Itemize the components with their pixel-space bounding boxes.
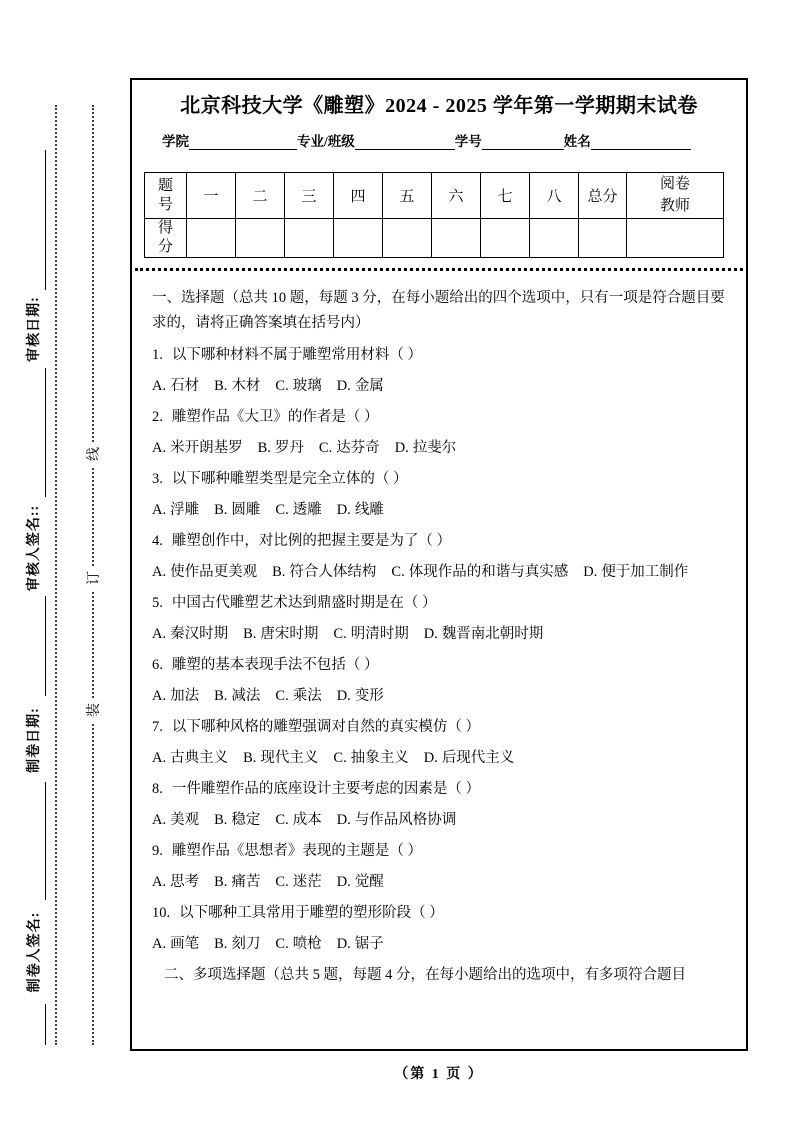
question-number: 3. <box>152 471 163 487</box>
option-letter: C. <box>275 378 289 394</box>
score-cell <box>285 219 334 258</box>
fill-in-blank <box>355 134 455 150</box>
option <box>152 936 199 952</box>
question-text: 一件雕塑作品的底座设计主要考虑的因素是（ ） <box>171 781 480 797</box>
score-table-header-text: 八 <box>546 189 562 205</box>
option-letter: B. <box>272 564 286 580</box>
option <box>214 874 260 890</box>
student-info-field <box>297 130 455 150</box>
option-letter: A. <box>152 688 167 704</box>
score-table-header-cell <box>236 173 285 219</box>
option-text: 刻刀 <box>231 936 261 952</box>
score-table-header-text: 一 <box>203 189 219 205</box>
option <box>337 688 384 704</box>
question-number: 10. <box>152 905 171 921</box>
option-text: 抽象主义 <box>350 750 409 766</box>
score-table-header-text: 总分 <box>587 189 618 205</box>
option <box>152 564 257 580</box>
field-label: 学号 <box>454 134 482 149</box>
option-letter: A. <box>152 812 167 828</box>
question-number: 7. <box>152 719 163 735</box>
option-letter: A. <box>152 626 167 642</box>
option <box>258 440 304 456</box>
option-letter: C. <box>318 440 333 456</box>
score-row-label-cell <box>145 219 187 258</box>
option-text: 米开朗基罗 <box>170 440 243 456</box>
option-letter: A. <box>152 440 167 456</box>
option <box>337 812 457 828</box>
binding-line-char-text: 订 <box>87 571 102 585</box>
option <box>333 626 408 642</box>
binding-dotted-line <box>55 105 57 1045</box>
option-text: 痛苦 <box>231 874 261 890</box>
score-table-header-text: 六 <box>448 189 464 205</box>
option-letter: B. <box>257 440 271 456</box>
option-text: 觉醒 <box>354 874 384 890</box>
question-text: 以下哪种雕塑类型是完全立体的（ ） <box>171 471 408 487</box>
option <box>152 502 199 518</box>
option <box>275 502 321 518</box>
question-line <box>152 777 733 802</box>
question-number: 2. <box>152 409 163 425</box>
option-text: 喷枪 <box>292 936 322 952</box>
field-label: 姓名 <box>563 134 591 149</box>
score-table-header-text: 四 <box>350 189 366 205</box>
option-letter: C. <box>275 812 289 828</box>
option <box>152 750 228 766</box>
option <box>152 626 228 642</box>
option-letter: C. <box>275 688 289 704</box>
question-text: 以下哪种风格的雕塑强调对自然的真实模仿（ ） <box>171 719 480 735</box>
exam-title: 北京科技大学《雕塑》2024 - 2025 学年第一学期期末试卷 <box>180 95 698 117</box>
option-text: 思考 <box>170 874 200 890</box>
question-number-label: 题号 <box>157 177 173 213</box>
option <box>337 502 384 518</box>
option-text: 后现代主义 <box>441 750 515 766</box>
option <box>275 378 321 394</box>
option <box>214 378 260 394</box>
option <box>337 936 384 952</box>
score-cell <box>236 219 285 258</box>
option <box>152 688 199 704</box>
option-text: 与作品风格协调 <box>354 812 457 828</box>
score-table-header-cell <box>627 173 724 219</box>
score-cell <box>481 219 530 258</box>
question-list <box>152 343 733 957</box>
field-label: 学院 <box>162 134 189 149</box>
question-number: 4. <box>152 533 163 549</box>
question-number: 8. <box>152 781 163 797</box>
question-line <box>152 901 733 926</box>
gutter-label-text: 审核日期: <box>27 296 43 362</box>
review-date-label <box>20 293 46 365</box>
score-cell <box>530 219 579 258</box>
question-line <box>152 343 733 368</box>
score-table-header-cell <box>579 173 627 219</box>
option-letter: D. <box>423 750 438 766</box>
option-letter: A. <box>152 936 167 952</box>
question-text: 中国古代雕塑艺术达到鼎盛时期是在（ ） <box>171 595 437 611</box>
option-text: 透雕 <box>292 502 322 518</box>
option <box>152 874 199 890</box>
question-number: 9. <box>152 843 163 859</box>
option <box>214 812 260 828</box>
question-text: 雕塑创作中，对比例的把握主要是为了（ ） <box>171 533 451 549</box>
section-two-heading: 二、多项选择题（总共 5 题，每题 4 分，在每小题给出的选项中，有多项符合题目 <box>164 967 686 983</box>
student-info-field <box>162 130 297 150</box>
question-text: 雕塑作品《大卫》的作者是（ ） <box>171 409 379 425</box>
option-letter: B. <box>214 378 228 394</box>
question-number: 5. <box>152 595 163 611</box>
option-letter: B. <box>214 812 228 828</box>
option <box>214 688 260 704</box>
option-letter: B. <box>214 502 228 518</box>
option-letter: B. <box>243 626 257 642</box>
option <box>243 750 318 766</box>
option <box>319 440 380 456</box>
question-line <box>152 591 733 616</box>
option-text: 便于加工制作 <box>601 564 689 580</box>
option-letter: D. <box>583 564 598 580</box>
score-table-header-text: 五 <box>399 189 415 205</box>
section-one-heading: 一、选择题（总共 10 题，每题 3 分，在每小题给出的四个选项中，只有一项是符合题目要求的，请将正确答案填在括号内） <box>152 290 725 331</box>
score-table-header-cell <box>432 173 481 219</box>
score-table-header-text: 二 <box>252 189 268 205</box>
option-letter: A. <box>152 750 167 766</box>
score-table-header-cell <box>481 173 530 219</box>
option-text: 现代主义 <box>260 750 319 766</box>
option-letter: D. <box>336 378 351 394</box>
binding-line-char-text: 线 <box>87 447 102 461</box>
score-label: 得分 <box>157 220 173 255</box>
option <box>337 378 384 394</box>
question-text: 以下哪种材料不属于雕塑常用材料（ ） <box>171 347 422 363</box>
option <box>152 812 199 828</box>
signature-blank-line <box>45 150 46 290</box>
option-letter: A. <box>152 564 167 580</box>
option-letter: A. <box>152 874 167 890</box>
options-line <box>152 374 733 399</box>
question-number: 1. <box>152 347 163 363</box>
option <box>275 936 321 952</box>
option <box>275 812 321 828</box>
option-letter: D. <box>336 688 351 704</box>
options-line <box>152 622 733 647</box>
option-letter: C. <box>391 564 405 580</box>
option-text: 稳定 <box>231 812 261 828</box>
options-line <box>152 436 733 461</box>
option <box>152 378 199 394</box>
field-label: 专业/班级 <box>297 134 355 149</box>
option-letter: D. <box>336 936 351 952</box>
option-letter: A. <box>152 502 167 518</box>
option-text: 金属 <box>354 378 384 394</box>
options-line <box>152 684 733 709</box>
options-line <box>152 498 733 523</box>
option-letter: C. <box>275 502 289 518</box>
option-letter: B. <box>214 874 228 890</box>
option-letter: B. <box>243 750 257 766</box>
score-cell <box>432 219 481 258</box>
score-cell <box>579 219 627 258</box>
student-info-line <box>162 130 728 150</box>
option <box>424 750 515 766</box>
option-text: 圆雕 <box>231 502 261 518</box>
option-text: 线雕 <box>354 502 384 518</box>
score-table-header-text: 阅卷教师 <box>659 175 690 214</box>
signature-blank-line <box>45 596 46 696</box>
option-text: 变形 <box>354 688 384 704</box>
gutter-label-text: 制卷日期: <box>27 706 43 773</box>
fill-in-blank <box>482 134 564 150</box>
option <box>214 502 260 518</box>
option-text: 魏晋南北朝时期 <box>441 626 544 642</box>
options-line <box>152 932 733 957</box>
question-number: 6. <box>152 657 163 673</box>
option-letter: C. <box>275 936 289 952</box>
option-letter: B. <box>214 936 228 952</box>
fill-in-blank <box>591 134 691 150</box>
gutter-label-text: 制卷人签名: <box>27 911 43 992</box>
option-text: 迷茫 <box>292 874 322 890</box>
option-text: 画笔 <box>170 936 200 952</box>
option-letter: C. <box>333 750 347 766</box>
dotted-separator <box>135 268 743 271</box>
question-line <box>152 529 733 554</box>
page-number: （第 1 页 ） <box>394 1067 484 1082</box>
binding-line-char <box>81 442 105 466</box>
score-cell <box>383 219 432 258</box>
option <box>272 564 376 580</box>
signature-blank-line <box>45 1004 46 1045</box>
option-text: 达芬奇 <box>336 440 380 456</box>
binding-line-char-text: 装 <box>87 703 102 717</box>
student-info-field <box>564 130 691 150</box>
score-cell <box>187 219 236 258</box>
option <box>243 626 318 642</box>
question-line <box>152 653 733 678</box>
score-table-header-cell <box>530 173 579 219</box>
option-text: 罗丹 <box>274 440 304 456</box>
option-text: 成本 <box>292 812 322 828</box>
option-text: 体现作品的和谐与真实感 <box>408 564 569 580</box>
question-text: 雕塑的基本表现手法不包括（ ） <box>171 657 379 673</box>
student-info-field <box>455 130 564 150</box>
binding-line-char <box>81 698 105 722</box>
papermaking-date-label <box>20 700 46 779</box>
papermaker-signature-label <box>20 903 46 1000</box>
option-text: 玻璃 <box>292 378 322 394</box>
option-text: 使作品更美观 <box>170 564 258 580</box>
question-line <box>152 715 733 740</box>
option-letter: D. <box>423 626 438 642</box>
option-letter: B. <box>214 688 228 704</box>
option <box>337 874 384 890</box>
option-text: 拉斐尔 <box>412 440 457 456</box>
binding-line-char <box>81 566 105 590</box>
option <box>214 936 260 952</box>
option <box>583 564 688 580</box>
option-text: 木材 <box>231 378 261 394</box>
option <box>391 564 568 580</box>
signature-blank-line <box>45 368 46 497</box>
option <box>275 874 321 890</box>
option-text: 减法 <box>231 688 261 704</box>
gutter-label-text: 审核人签名:: <box>27 504 43 591</box>
question-line <box>152 467 733 492</box>
option <box>152 440 243 456</box>
option-text: 秦汉时期 <box>170 626 229 642</box>
option-text: 符合人体结构 <box>289 564 377 580</box>
option-text: 古典主义 <box>170 750 229 766</box>
signature-blank-line <box>45 782 46 900</box>
score-table-header-cell <box>383 173 432 219</box>
option-letter: D. <box>336 502 351 518</box>
question-line <box>152 405 733 430</box>
option-letter: C. <box>275 874 289 890</box>
option-text: 加法 <box>170 688 200 704</box>
option <box>333 750 408 766</box>
question-text: 雕塑作品《思想者》表现的主题是（ ） <box>171 843 422 859</box>
exam-body <box>152 286 733 1047</box>
option-text: 明清时期 <box>350 626 409 642</box>
option-text: 乘法 <box>292 688 322 704</box>
option-letter: D. <box>336 812 351 828</box>
fill-in-blank <box>189 134 297 150</box>
question-text: 以下哪种工具常用于雕塑的塑形阶段（ ） <box>179 905 444 921</box>
exam-sheet <box>130 78 748 1051</box>
option-letter: D. <box>336 874 351 890</box>
score-table-corner-cell <box>145 173 187 219</box>
score-table-header-text: 七 <box>497 189 513 205</box>
option-text: 石材 <box>170 378 200 394</box>
score-table-header-cell <box>334 173 383 219</box>
score-table-header-cell <box>285 173 334 219</box>
option <box>275 688 321 704</box>
options-line <box>152 560 733 585</box>
option-text: 锯子 <box>354 936 384 952</box>
options-line <box>152 746 733 771</box>
options-line <box>152 808 733 833</box>
option-letter: C. <box>333 626 347 642</box>
option-letter: D. <box>394 440 409 456</box>
score-table <box>144 172 724 258</box>
score-cell <box>627 219 724 258</box>
option-letter: A. <box>152 378 167 394</box>
score-cell <box>334 219 383 258</box>
reviewer-signature-label <box>20 503 46 592</box>
options-line <box>152 870 733 895</box>
option-text: 唐宋时期 <box>260 626 319 642</box>
question-line <box>152 839 733 864</box>
option-text: 美观 <box>170 812 200 828</box>
option <box>395 440 457 456</box>
option-text: 浮雕 <box>170 502 200 518</box>
score-table-header-cell <box>187 173 236 219</box>
option <box>424 626 544 642</box>
score-table-header-text: 三 <box>301 189 317 205</box>
